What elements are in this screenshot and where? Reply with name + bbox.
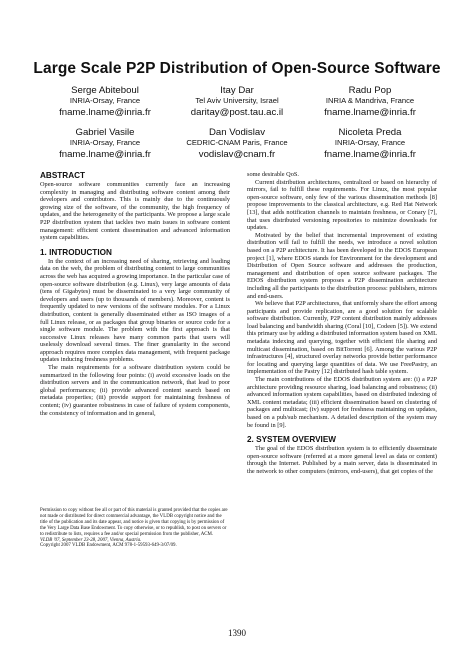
copyright-footnote bbox=[40, 508, 230, 549]
author-block bbox=[295, 85, 445, 119]
abstract-text: Open-source software communities currently face an increasing complexity in managing and distributing software content among their developers and contributors. This is mainly due to the continuously growing size of the software, of the community, the high frequency of updates, and the heterogeneity of the participants. We propose a large scale P2P distribution system that tackles two main issues in software content management: efficient content dissemination and advanced information system capabilities. bbox=[40, 181, 230, 242]
author-email: daritay@post.tau.ac.il bbox=[190, 107, 284, 118]
right-column bbox=[247, 171, 437, 476]
intro-paragraph: In the context of an increasing need of sharing, retrieving and loading data on the web, the problem of distributing content to large communities across the web has acquired a growing importance. In the particular case of open-source software distribution (e.g. Linux), very large amounts of data (tens of Gigabytes) must be disseminated to a very large community of developers and users (up to thousands of members). Moreover, content is frequently updated to new versions of the software modules. For a Linux distribution, content is generally disseminated either as ISO images of a full Linux release, or as packages that group binaries or source code for a single software module. The problem with the first approach is that successive Linux releases have many common parts that users will uselessly download several times. The finer granularity in the second approach requires more complex data management, with frequent package updates inducing freshness problems. bbox=[40, 257, 230, 364]
author-name: Dan Vodislav bbox=[209, 127, 265, 138]
intro-paragraph: The main requirements for a software distribution system could be summarized in the following four points: (i) avoid excessive loads on the distribution servers and in the communication network, that lead to poor global performances; (ii) provide advanced content search based on metadata properties; (iii) provide support for maintaining freshness of content; (iv) guarantee robustness in case of failure of system components, the consistency of information and in general, bbox=[40, 364, 230, 417]
author-affiliation: INRIA-Orsay, France bbox=[69, 96, 141, 105]
author-name: Radu Pop bbox=[348, 85, 392, 96]
section-heading-introduction: 1. INTRODUCTION bbox=[40, 247, 112, 257]
author-affiliation: INRIA & Mandriva, France bbox=[325, 96, 415, 105]
author-email: fname.lname@inria.fr bbox=[324, 107, 416, 118]
abstract-heading: ABSTRACT bbox=[40, 171, 86, 180]
paper-title: Large Scale P2P Distribution of Open-Source Software bbox=[33, 60, 441, 77]
body-paragraph: some desirable QoS. bbox=[247, 171, 299, 178]
author-email: fname.lname@inria.fr bbox=[59, 149, 151, 160]
author-block bbox=[162, 85, 312, 119]
body-paragraph: We believe that P2P architectures, that uniformly share the effort among participants and provide replication, are a good solution for scalable software distribution. Currently, P2P content distribution mainly addresses load balancing and bandwidth sharing (Coral [10], Codeen [5]). We extend this primary use by adding a distributed information system based on XML metadata indexing and querying, together with efficient file sharing and multicast dissemination, based on BitTorrent [6]. Among the various P2P infrastructures [4], structured overlay networks provide better performance for locating and querying large quantities of data. We use FreePastry, an implementation of the Pastry [12] distributed hash table system. bbox=[247, 300, 437, 376]
author-block bbox=[30, 85, 180, 119]
author-name: Itay Dar bbox=[220, 85, 254, 96]
author-block bbox=[30, 127, 180, 161]
section-heading-system-overview: 2. SYSTEM OVERVIEW bbox=[247, 435, 337, 445]
author-name: Gabriel Vasile bbox=[75, 127, 135, 138]
body-paragraph: Motivated by the belief that incremental improvement of existing distribution will fail to fulfill the needs, we introduce a novel solution based on a P2P architecture. It has been developed in the EDOS European project [1], where EDOS stands for Environment for the development and Distribution of Open Source software and addresses the production, management and distribution of open source software packages. The EDOS distribution system proposes a P2P dissemination architecture including all the participants to the distribution process: publishers, mirrors and end-users. bbox=[247, 231, 437, 300]
author-email: fname.lname@inria.fr bbox=[59, 107, 151, 118]
author-affiliation: INRIA-Orsay, France bbox=[69, 138, 141, 147]
author-email: vodislav@cnam.fr bbox=[198, 149, 276, 160]
footnote-venue: VLDB '07, September 23-28, 2007, Vienna, Austria. bbox=[40, 537, 142, 543]
body-paragraph: The main contributions of the EDOS distribution system are: (i) a P2P architecture providing resource sharing, load balancing and robustness; (ii) advanced information system capabilities, based on distributed indexing of XML content metadata; (iii) efficient dissemination based on clustering of packages and multicast; (iv) support for freshness maintaining on updates, based on a pub/sub mechanism. A detailed description of the system may be found in [9]. bbox=[247, 376, 437, 429]
body-paragraph: The goal of the EDOS distribution system is to efficiently disseminate open-source software (referred at a more general level as data or content) through the Internet. Published by a main server, data is disseminated in the network to other computers (mirrors, end-users), that get copies of the bbox=[247, 445, 437, 475]
author-affiliation: INRIA-Orsay, France bbox=[334, 138, 406, 147]
author-name: Serge Abiteboul bbox=[71, 85, 139, 96]
footnote-permission: Permission to copy without fee all or part of this material is granted provided that the copies are not made or distributed for direct commercial advantage, the VLDB copyright notice and the title of the publication and its date appear, and notice is given that copying is by permission of the Very Large Data Base Endowment. To copy otherwise, or to republish, to post on servers or to redistribute to lists, requires a fee and/or special permission from the publisher, ACM. bbox=[40, 508, 228, 537]
author-block bbox=[295, 127, 445, 161]
author-email: fname.lname@inria.fr bbox=[324, 149, 416, 160]
author-name: Nicoleta Preda bbox=[338, 127, 402, 138]
left-column bbox=[40, 171, 230, 417]
author-affiliation: CEDRIC-CNAM Paris, France bbox=[186, 138, 288, 147]
author-affiliation: Tel Aviv University, Israel bbox=[195, 96, 279, 105]
page-number: 1390 bbox=[228, 628, 246, 638]
footnote-copyright: Copyright 2007 VLDB Endowment, ACM 978-1-59593-649-3/07/09. bbox=[40, 543, 177, 549]
author-block bbox=[162, 127, 312, 161]
body-paragraph: Current distribution architectures, centralized or based on hierarchy of mirrors, fail to fulfill these requirements. For Linux, the most popular open-source software, only few of the various dissemination methods [8] propose improvements to the classical architecture, e.g. Red Hat Network [13], that adds notification channels to maintain freshness, or Conary [7], that uses distributed versioning repositories to minimize downloads for updates. bbox=[247, 178, 437, 232]
